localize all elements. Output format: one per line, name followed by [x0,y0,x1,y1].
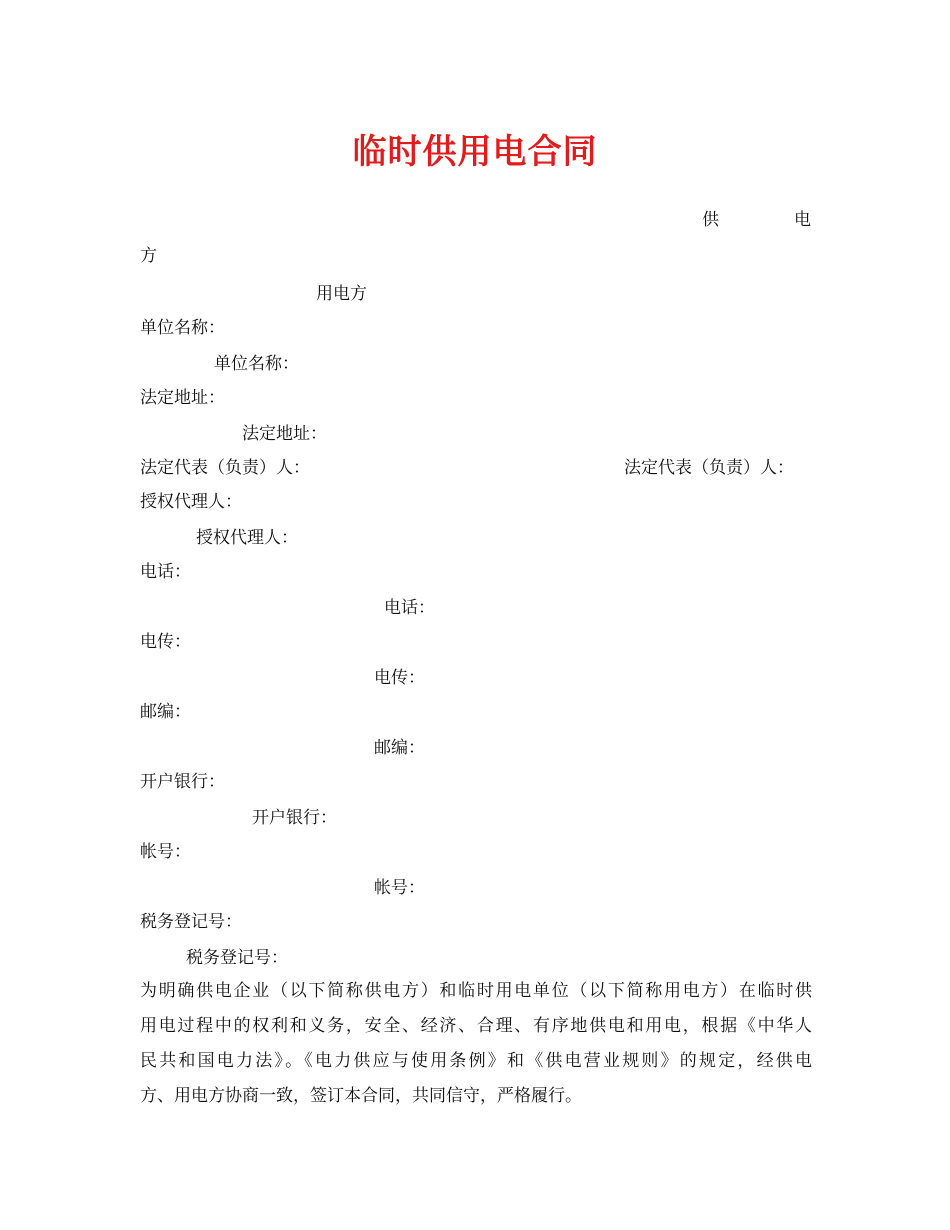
supply-phone-label: 电话： [140,562,191,582]
supply-party-char-2: 电 [794,210,811,230]
use-postcode-label: 邮编： [374,738,425,758]
intro-line-1: 为明确供电企业（以下简称供电方）和临时用电单位（以下简称用电方）在临时供 [140,981,812,1001]
contract-title: 临时供用电合同 [352,132,598,172]
use-unit-name-label: 单位名称： [214,354,299,374]
supply-postcode-label: 邮编： [140,702,191,722]
supply-tax-no-label: 税务登记号： [140,912,242,932]
use-legal-rep-label: 法定代表（负责）人： [624,458,794,478]
use-tax-no-label: 税务登记号： [186,948,288,968]
use-legal-address-label: 法定地址： [242,424,327,444]
supply-party-char-3: 方 [140,246,157,266]
intro-line-2: 用电过程中的权利和义务，安全、经济、合理、有序地供电和用电，根据《中华人 [140,1016,812,1036]
intro-line-3: 民共和国电力法》。《电力供应与使用条例》和《供电营业规则》的规定，经供电 [140,1051,812,1071]
supply-account-label: 帐号： [140,842,191,862]
supply-unit-name-label: 单位名称： [140,318,225,338]
supply-legal-rep-label: 法定代表（负责）人： [140,458,310,478]
use-agent-label: 授权代理人： [196,528,298,548]
supply-fax-label: 电传： [140,632,191,652]
supply-bank-label: 开户银行： [140,772,225,792]
supply-agent-label: 授权代理人： [140,492,242,512]
supply-legal-address-label: 法定地址： [140,388,225,408]
use-fax-label: 电传： [374,668,425,688]
intro-line-4: 方、用电方协商一致，签订本合同，共同信守，严格履行。 [140,1086,582,1106]
supply-party-char-1: 供 [702,210,719,230]
use-bank-label: 开户银行： [252,808,337,828]
use-account-label: 帐号： [374,878,425,898]
intro-paragraph [140,974,812,1114]
use-phone-label: 电话： [384,598,435,618]
use-party-label: 用电方 [316,284,367,304]
